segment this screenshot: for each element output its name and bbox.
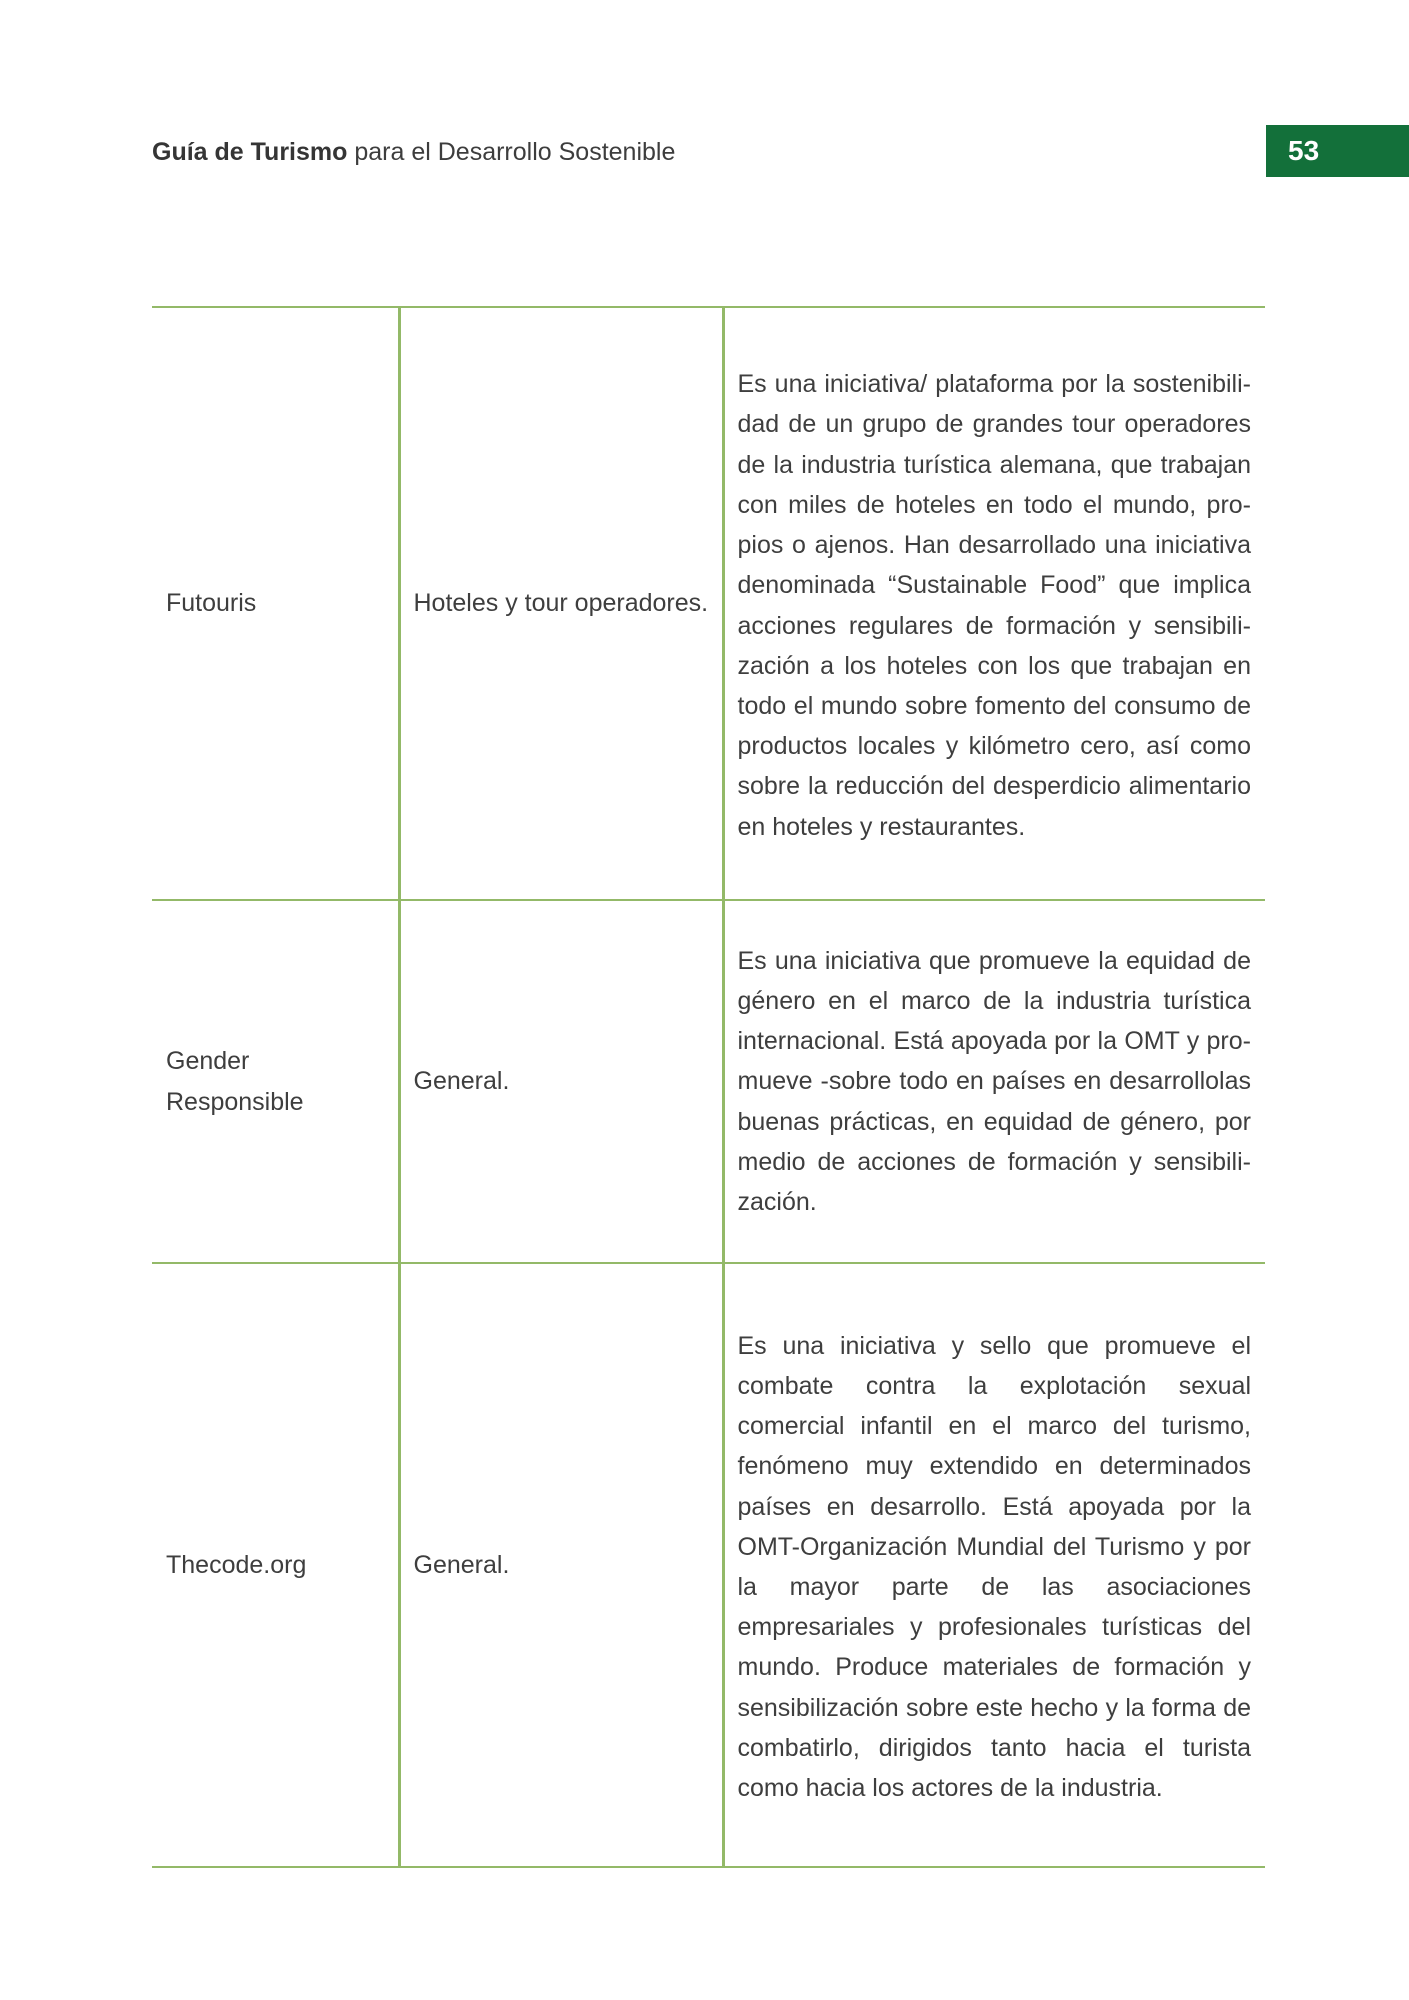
initiative-name: Thecode.org [152, 1263, 399, 1867]
initiative-description: Es una iniciativa y sello que promueve el combate contra la explotación sexual comercial infantil en el marco del turismo, fenómeno muy extendido en determinados países en desarrollo. Está apoyada por la OMT-Organización Mundial del Turismo y por la mayor parte de las asociaciones empresariales y profesionales turísticas del mundo. Produce materiales de formación y sensibilización sobre este hecho y la forma de combatirlo, dirigidos tanto hacia el turista como hacia los actores de la industria. [723, 1263, 1265, 1867]
initiative-scope: Hoteles y tour operadores. [399, 307, 723, 900]
initiatives-table [152, 306, 1265, 1868]
table-row [152, 900, 1265, 1263]
header-title-rest: para el Desarrollo Sostenible [347, 138, 676, 166]
initiative-name: Gender Responsible [152, 900, 399, 1263]
page-number-badge: 53 [1266, 125, 1409, 177]
running-header [152, 136, 675, 168]
initiative-description: Es una iniciativa/ plataforma por la sostenibilidad de un grupo de grandes tour operadores de la industria turística alemana, que trabajan con miles de hoteles en todo el mundo, propios o ajenos. Han desarrollado una iniciativa denominada “Sustainable Food” que implica acciones regulares de formación y sensibilización a los hoteles con los que trabajan en todo el mundo sobre fomento del consumo de productos locales y kilómetro cero, así como sobre la reducción del desperdicio alimentario en hoteles y restaurantes. [723, 307, 1265, 900]
initiative-scope: General. [399, 900, 723, 1263]
initiative-scope: General. [399, 1263, 723, 1867]
header-title-bold: Guía de Turismo [152, 138, 348, 166]
initiative-description: Es una iniciativa que promueve la equidad de género en el marco de la industria turística internacional. Está apoyada por la OMT y promueve -sobre todo en países en desarrollolas buenas prácticas, en equidad de género, por medio de acciones de formación y sensibilización. [723, 900, 1265, 1263]
table-row [152, 1263, 1265, 1867]
table-row [152, 307, 1265, 900]
initiative-name: Futouris [152, 307, 399, 900]
